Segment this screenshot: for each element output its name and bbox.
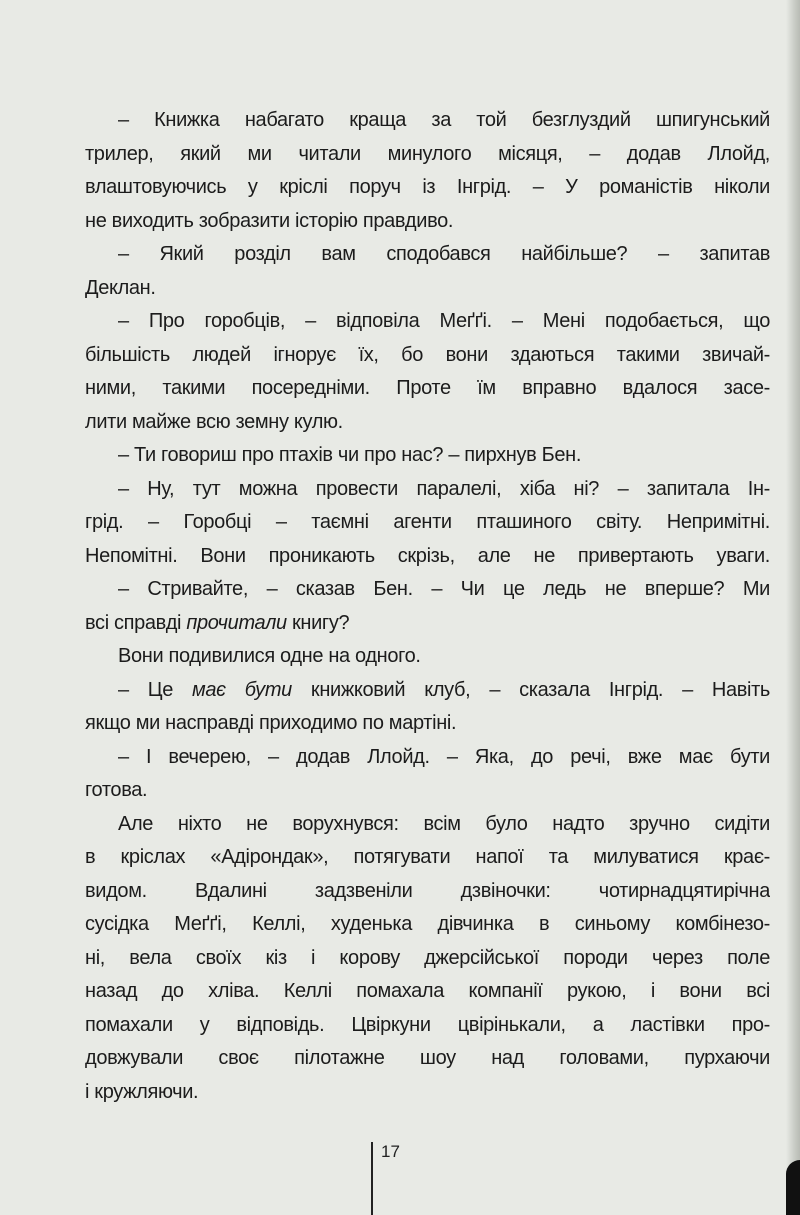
text-line: Але ніхто не ворухнувся: всім було надто зручно сидіти [118,812,770,835]
text-segment: – Це [118,678,193,701]
text-line: влаштовуючись у кріслі поруч із Інгрід. – У романістів ніколи [85,176,770,198]
text-line: лити майже всю земну кулю. [85,410,343,433]
text-line: і кружляючи. [85,1080,199,1103]
text-line: – Ну, тут можна провести паралелі, хіба ні? – запитала Ін- [118,477,770,500]
text-line [85,674,770,708]
text-line [85,607,770,641]
page-number: 17 [381,1142,400,1161]
body-text [85,104,770,1109]
text-segment: всі справді [85,611,187,634]
page-number-rule [371,1142,373,1215]
text-line: не виходить зобразити історію правдиво. [85,209,454,232]
text-line: Непомітні. Вони проникають скрізь, але не привертають уваги. [85,544,770,567]
text-line: сусідка Меґґі, Келлі, худенька дівчинка в синьому комбінезо- [85,913,770,935]
text-line: – Який розділ вам сподобався найбільше? – запитав [118,243,770,265]
page-edge-shadow [786,0,800,1215]
text-line: якщо ми насправді приходимо по мартіні. [85,712,457,734]
text-line: готова. [85,779,148,801]
text-line: ними, такими посередніми. Проте їм вправно вдалося засе- [85,377,770,399]
text-line: Вони подивилися одне на одного. [118,645,421,667]
text-line: назад до хліва. Келлі помахала компанії рукою, і вони всі [85,980,770,1002]
text-line: – Про горобців, – відповіла Меґґі. – Мені подобається, що [118,310,770,332]
text-segment: книжковий клуб, – сказала Інгрід. – Навіть [291,678,770,701]
book-cover-corner [786,1160,800,1215]
text-line: – І вечерею, – додав Ллойд. – Яка, до речі, вже має бути [118,745,770,768]
text-line: – Стривайте, – сказав Бен. – Чи це ледь не вперше? Ми [118,578,770,600]
text-segment: книгу? [286,611,350,634]
text-line: грід. – Горобці – таємні агенти пташиного світу. Непримітні. [85,511,770,533]
text-line: трилер, який ми читали минулого місяця, – додав Ллойд, [85,142,770,165]
text-line: – Книжка набагато краща за той безглуздий шпигунський [118,109,770,131]
italic-emphasis: прочитали [186,611,287,634]
text-line: видом. Вдалині задзвеніли дзвіночки: чотирнадцятирічна [85,879,770,902]
text-line: ні, вела своїх кіз і корову джерсійської породи через поле [85,946,770,969]
text-line: в кріслах «Адірондак», потягувати напої та милуватися крає- [85,846,770,868]
text-line: більшість людей ігнорує їх, бо вони здаються такими звичай- [85,343,770,366]
text-line: помахали у відповідь. Цвіркуни цвірінькали, а ластівки про- [85,1013,770,1036]
text-line: Деклан. [85,276,156,299]
text-line: – Ти говориш про птахів чи про нас? – пирхнув Бен. [118,444,582,466]
text-line: довжували своє пілотажне шоу над головами, пурхаючи [85,1047,770,1069]
italic-emphasis: має бути [192,678,292,701]
